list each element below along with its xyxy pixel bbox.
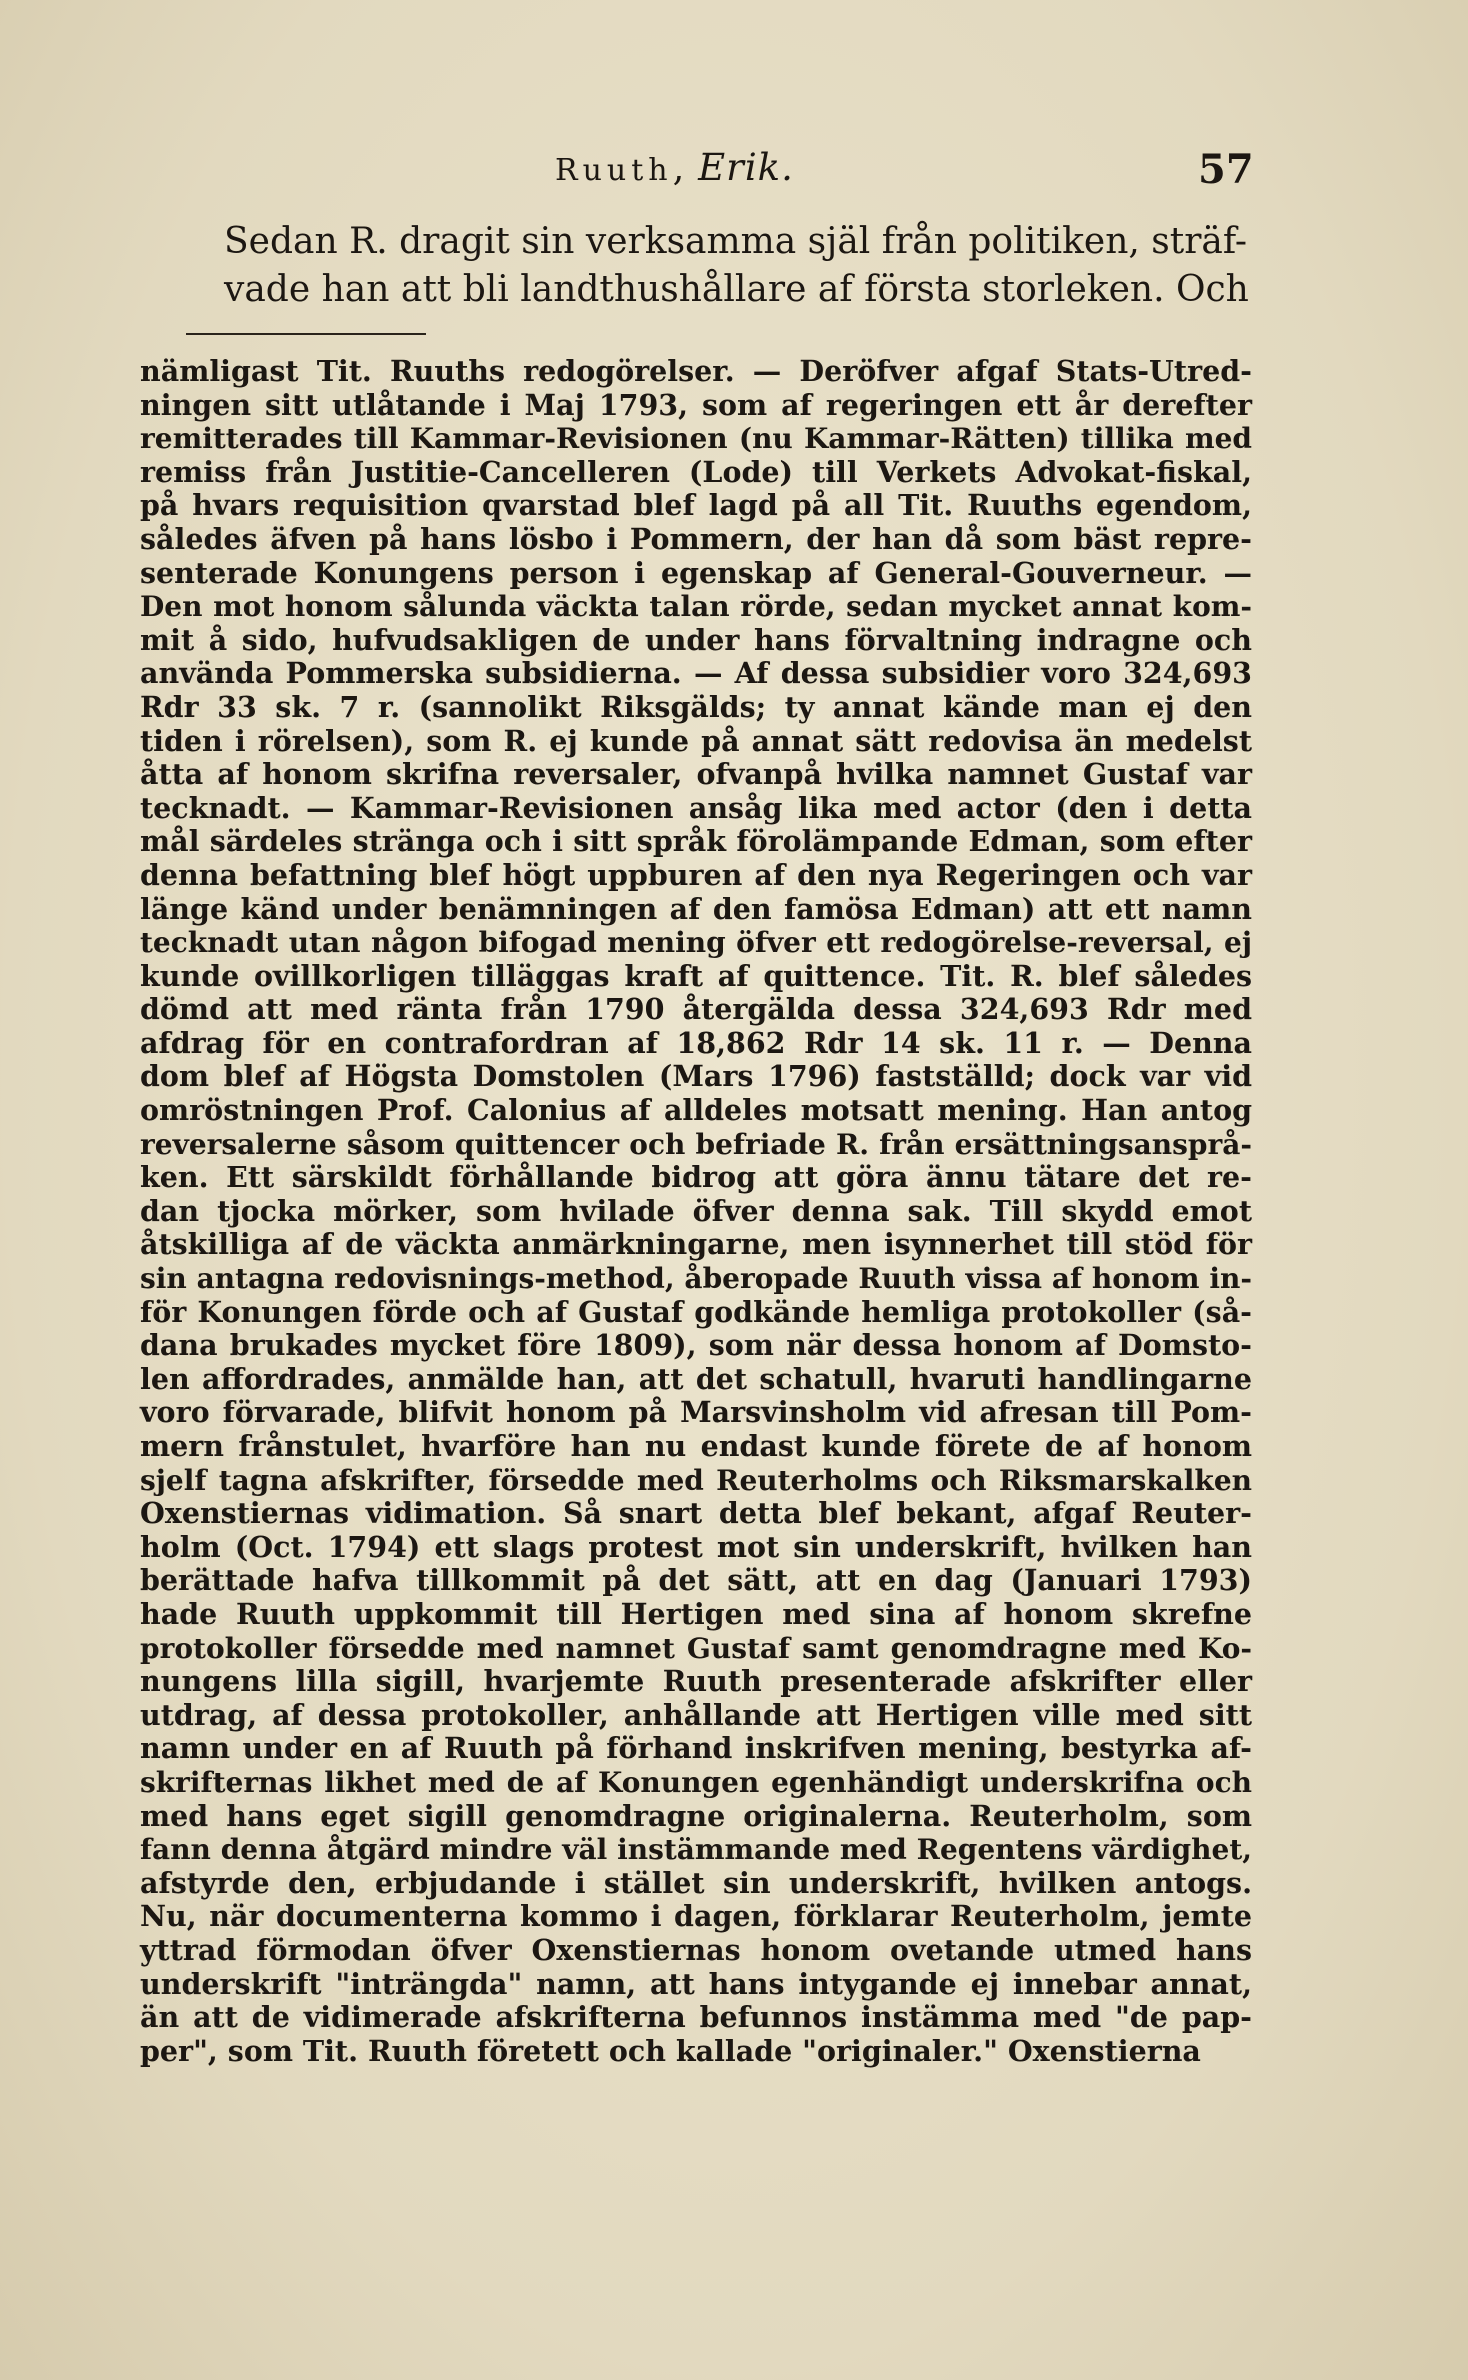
footnote-line: med hans eget sigill genomdragne originalerna. Reuterholm, som [140, 1798, 1252, 1833]
footnote-line: dana brukades mycket före 1809), som när dessa honom af Domsto- [140, 1328, 1252, 1363]
footnote-line: mern frånstulet, hvarföre han nu endast kunde förete de af honom [140, 1429, 1252, 1463]
footnote-line: voro förvarade, blifvit honom på Marsvinsholm vid afresan till Pom- [140, 1395, 1252, 1430]
running-head-separator: , [672, 146, 699, 189]
footnote-line: omröstningen Prof. Calonius af alldeles motsatt mening. Han antog [140, 1093, 1252, 1128]
footnote-line: per", som Tit. Ruuth företett och kallade "originaler." Oxenstierna [140, 2033, 1201, 2068]
main-text-line: vade han att bli landthushållare af första storleken. Och [224, 269, 1249, 310]
footnote-line: mit å sido, hufvudsakligen de under hans förvaltning indragne och [140, 622, 1252, 657]
footnote-line: underskrift "inträngda" namn, att hans intygande ej innebar annat, [140, 1966, 1252, 2001]
footnote-line: Oxenstiernas vidimation. Så snart detta blef bekant, afgaf Reuter- [140, 1496, 1252, 1531]
footnote-line: hade Ruuth uppkommit till Hertigen med sina af honom skrefne [140, 1596, 1252, 1631]
footnote-line: Den mot honom sålunda väckta talan rörde, sedan mycket annat kom- [140, 590, 1252, 624]
footnote-line: tecknadt utan någon bifogad mening öfver ett redogörelse-reversal, ej [140, 926, 1252, 960]
footnote-line: dom blef af Högsta Domstolen (Mars 1796) fastställd; dock var vid [140, 1059, 1252, 1094]
footnote-line: denna befattning blef högt uppburen af den nya Regeringen och var [140, 857, 1252, 892]
footnote-line: använda Pommerska subsidierna. — Af dessa subsidier voro 324,693 [140, 656, 1252, 691]
footnote-line: för Konungen förde och af Gustaf godkände hemliga protokoller (så- [140, 1294, 1252, 1329]
footnote-line: kunde ovillkorligen tilläggas kraft af quittence. Tit. R. blef således [140, 958, 1252, 993]
footnote-rule [186, 333, 426, 335]
footnote-line: ningen sitt utlåtande i Maj 1793, som af regeringen ett år derefter [140, 387, 1252, 422]
footnote-line: dömd att med ränta från 1790 återgälda dessa 324,693 Rdr med [140, 992, 1252, 1027]
footnote-line: namn under en af Ruuth på förhand inskrifven mening, bestyrka af- [140, 1731, 1252, 1766]
footnote-line: yttrad förmodan öfver Oxenstiernas honom ovetande utmed hans [140, 1932, 1252, 1967]
footnote-line: sin antagna redovisnings-method, åberopade Ruuth vissa af honom in- [140, 1262, 1252, 1296]
footnote-line: nämligast Tit. Ruuths redogörelser. — Deröfver afgaf Stats-Utred- [140, 354, 1252, 388]
footnote-line: på hvars requisition qvarstad blef lagd på all Tit. Ruuths egendom, [140, 488, 1252, 523]
footnote [140, 355, 1252, 2068]
footnote-line: fann denna åtgärd mindre väl instämmande med Regentens värdighet, [140, 1833, 1252, 1867]
footnote-line: åtta af honom skrifna reversaler, ofvanpå hvilka namnet Gustaf var [140, 757, 1252, 792]
footnote-line: berättade hafva tillkommit på det sätt, att en dag (Januari 1793) [140, 1563, 1252, 1598]
running-head-surname: Ruuth [555, 153, 673, 188]
running-head [555, 146, 794, 189]
page-header [0, 146, 1468, 206]
footnote-line: holm (Oct. 1794) ett slags protest mot sin underskrift, hvilken han [140, 1529, 1252, 1564]
footnote-line: senterade Konungens person i egenskap af General-Gouverneur. — [140, 555, 1252, 590]
footnote-line: afdrag för en contrafordran af 18,862 Rdr 14 sk. 11 r. — Denna [140, 1025, 1252, 1060]
footnote-line: ken. Ett särskildt förhållande bidrog att göra ännu tätare det re- [140, 1160, 1252, 1195]
footnote-line: utdrag, af dessa protokoller, anhållande att Hertigen ville med sitt [140, 1697, 1252, 1732]
footnote-line: således äfven på hans lösbo i Pommern, der han då som bäst repre- [140, 521, 1252, 556]
footnote-line: len affordrades, anmälde han, att det schatull, hvaruti handlingarne [140, 1361, 1252, 1396]
footnote-line: Rdr 33 sk. 7 r. (sannolikt Riksgälds; ty annat kände man ej den [140, 689, 1252, 724]
footnote-line: remitterades till Kammar-Revisionen (nu Kammar-Rätten) tillika med [140, 422, 1252, 456]
footnote-line: skrifternas likhet med de af Konungen egenhändigt underskrifna och [140, 1765, 1252, 1799]
page-number: 57 [1198, 146, 1254, 193]
footnote-line: protokoller försedde med namnet Gustaf samt genomdragne med Ko- [140, 1631, 1252, 1665]
main-text-line: Sedan R. dragit sin verksamma själ från politiken, sträf- [224, 221, 1248, 262]
footnote-line: tiden i rörelsen), som R. ej kunde på annat sätt redovisa än medelst [140, 723, 1252, 758]
footnote-line: sjelf tagna afskrifter, försedde med Reuterholms och Riksmarskalken [140, 1463, 1252, 1497]
footnote-line: åtskilliga af de väckta anmärkningarne, men isynnerhet till stöd för [140, 1227, 1252, 1262]
footnote-line: länge känd under benämningen af den famösa Edman) att ett namn [140, 891, 1252, 926]
footnote-line: afstyrde den, erbjudande i stället sin underskrift, hvilken antogs. [140, 1865, 1252, 1900]
footnote-line: dan tjocka mörker, som hvilade öfver denna sak. Till skydd emot [140, 1193, 1252, 1228]
footnote-line: remiss från Justitie-Cancelleren (Lode) till Verkets Advokat-fiskal, [140, 454, 1252, 489]
footnote-line: än att de vidimerade afskrifterna befunnos instämma med "de pap- [140, 2000, 1252, 2035]
footnote-line: reversalerne såsom quittencer och befriade R. från ersättningsansprå- [140, 1127, 1252, 1161]
footnote-line: mål särdeles stränga och i sitt språk förolämpande Edman, som efter [140, 824, 1252, 859]
footnote-line: Nu, när documenterna kommo i dagen, förklarar Reuterholm, jemte [140, 1899, 1252, 1934]
main-text [224, 218, 1254, 314]
footnote-line: nungens lilla sigill, hvarjemte Ruuth presenterade afskrifter eller [140, 1664, 1252, 1699]
footnote-line: tecknadt. — Kammar-Revisionen ansåg lika med actor (den i detta [140, 790, 1252, 825]
running-head-firstname: Erik. [698, 146, 794, 189]
